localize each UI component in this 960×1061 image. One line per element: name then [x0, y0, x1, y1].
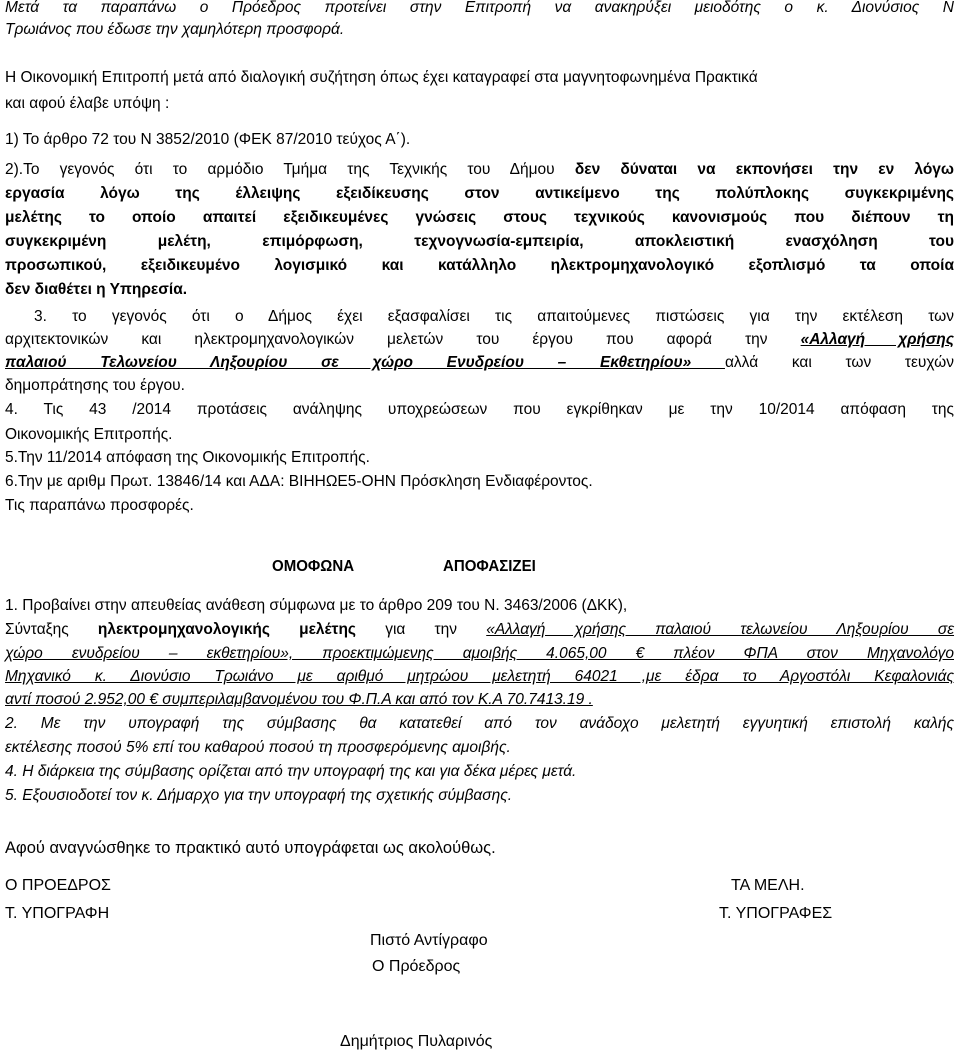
decision-2-line-2: εκτέλεσης ποσού 5% επί του καθαρού ποσού τη προσφερόμενης αμοιβής.	[5, 739, 511, 756]
item-3-text: αρχιτεκτονικών και ηλεκτρομηχανολογικών μελετών του έργου που αφορά την	[5, 331, 801, 348]
decision-1-line-5: αντί ποσού 2.952,00 € συμπεριλαμβανομένου του Φ.Π.Α και από τον Κ.Α 70.7413.19 .	[5, 691, 593, 708]
item-2-line-1	[5, 160, 954, 180]
item-3-line-2	[5, 330, 954, 350]
item-3-line-4: δημοπράτησης του έργου.	[5, 377, 185, 394]
true-copy-label: Πιστό Αντίγραφο	[370, 932, 488, 949]
decision-2-line-1: 2. Με την υπογραφή της σύμβασης θα κατατεθεί από τον ανάδοχο μελετητή εγγυητική επιστολή καλής	[5, 715, 954, 732]
item-3-line-1: 3. το γεγονός ότι ο Δήμος έχει εξασφαλίσει τις απαιτούμενες πιστώσεις για την εκτέλεση των	[34, 308, 954, 325]
item-2-line-3: μελέτης το οποίο απαιτεί εξειδικευμένες γνώσεις στους τεχνικούς κανονισμούς που διέπουν τη	[5, 209, 954, 226]
consideration-line-2: και αφού έλαβε υπόψη :	[5, 95, 170, 112]
heading-unanimous: ΟΜΟΦΩΝΑ	[272, 558, 355, 575]
item-3-project-title-a: «Αλλαγή χρήσης	[800, 331, 955, 348]
signatory-name: Δημήτριος Πυλαρινός	[340, 1033, 493, 1050]
intro-line-2: Τρωιάνος που έδωσε την χαμηλότερη προσφορά.	[5, 21, 345, 38]
item-2-line-4: συγκεκριμένη μελέτη, επιμόρφωση, τεχνογνωσία-εμπειρία, αποκλειστική ενασχόληση του	[5, 233, 954, 250]
item-2-line-2: εργασία λόγω της έλλειψης εξειδίκευσης στον αντικείμενο της πολύπλοκης συγκεκριμένης	[5, 185, 954, 202]
members-title: ΤΑ ΜΕΛΗ.	[731, 877, 805, 894]
item-4-line-2: Οικονομικής Επιτροπής.	[5, 426, 173, 443]
closing-text: Αφού αναγνώσθηκε το πρακτικό αυτό υπογράφεται ως ακολούθως.	[5, 839, 496, 857]
item-2-line-6: δεν διαθέτει η Υπηρεσία.	[5, 281, 188, 298]
heading-decides: ΑΠΟΦΑΣΙΖΕΙ	[443, 558, 536, 575]
item-1: 1) Το άρθρο 72 του Ν 3852/2010 (ΦΕΚ 87/2010 τεύχος Α΄).	[5, 131, 411, 148]
intro-line-1: Μετά τα παραπάνω ο Πρόεδρος προτείνει στην Επιτροπή να ανακηρύξει μειοδότης ο κ. Διονύσιος Ν	[5, 0, 954, 16]
decision-1-line-1: 1. Προβαίνει στην απευθείας ανάθεση σύμφωνα με το άρθρο 209 του Ν. 3463/2006 (ΔΚΚ),	[5, 597, 628, 614]
decision-1-mid: για την	[356, 621, 487, 638]
item-2-line-5: προσωπικού, εξειδικευμένο λογισμικό και κατάλληλο ηλεκτρομηχανολογικό εξοπλισμό τα οποία	[5, 257, 954, 274]
item-5: 5.Την 11/2014 απόφαση της Οικονομικής Επιτροπής.	[5, 449, 370, 466]
decision-4: 4. Η διάρκεια της σύμβασης ορίζεται από την υπογραφή της και για δέκα μέρες μετά.	[5, 763, 577, 780]
decision-1-prefix: Σύνταξης	[5, 621, 98, 638]
decision-1-italic: «Αλλαγή χρήσης παλαιού τελωνείου Ληξουρίου σε	[486, 621, 955, 638]
item-3-project-title-b: παλαιού Τελωνείου Ληξουρίου σε χώρο Ενυδρείου – Εκθετηρίου»	[5, 354, 725, 371]
decision-1-line-3: χώρο ενυδρείου – εκθετηρίου», προεκτιμώμενης αμοιβής 4.065,00 € πλέον ΦΠΑ στον Μηχανολόγο	[5, 645, 954, 662]
item-6-continuation: Τις παραπάνω προσφορές.	[5, 497, 194, 514]
item-4-line-1: 4. Τις 43 /2014 προτάσεις ανάληψης υποχρεώσεων που εγκρίθηκαν με την 10/2014 απόφαση της	[5, 401, 954, 418]
decision-5: 5. Εξουσιοδοτεί τον κ. Δήμαρχο για την υπογραφή της σχετικής σύμβασης.	[5, 787, 513, 804]
item-2-prefix: 2).Το γεγονός ότι το αρμόδιο Τμήμα της Τεχνικής του Δήμου	[5, 161, 575, 178]
president-title: Ο ΠΡΟΕΔΡΟΣ	[5, 877, 111, 894]
signature-label: Τ. ΥΠΟΓΡΑΦΗ	[5, 905, 110, 922]
decision-1-bold: ηλεκτρομηχανολογικής μελέτης	[97, 621, 356, 638]
consideration-line-1: Η Οικονομική Επιτροπή μετά από διαλογική συζήτηση όπως έχει καταγραφεί στα μαγνητοφωνημένα Πρακτικά	[5, 69, 758, 86]
decision-1-line-4: Μηχανικό κ. Διονύσιο Τρωιάνο με αριθμό μητρώου μελετητή 64021 ,με έδρα το Αργοστόλι Κεφαλονιάς	[5, 668, 954, 685]
item-6: 6.Την με αριθμ Πρωτ. 13846/14 και ΑΔΑ: ΒΙΗΗΩΕ5-ΟΗΝ Πρόσκληση Ενδιαφέροντος.	[5, 473, 593, 490]
item-3-line-3	[5, 353, 954, 373]
signatures-label: Τ. ΥΠΟΓΡΑΦΕΣ	[719, 905, 833, 922]
item-3-suffix: αλλά και των τευχών	[724, 354, 954, 371]
decision-1-line-2	[5, 620, 954, 640]
item-2-bold-1: δεν δύναται να εκπονήσει την εν λόγω	[574, 161, 955, 178]
president-label: Ο Πρόεδρος	[372, 958, 461, 975]
